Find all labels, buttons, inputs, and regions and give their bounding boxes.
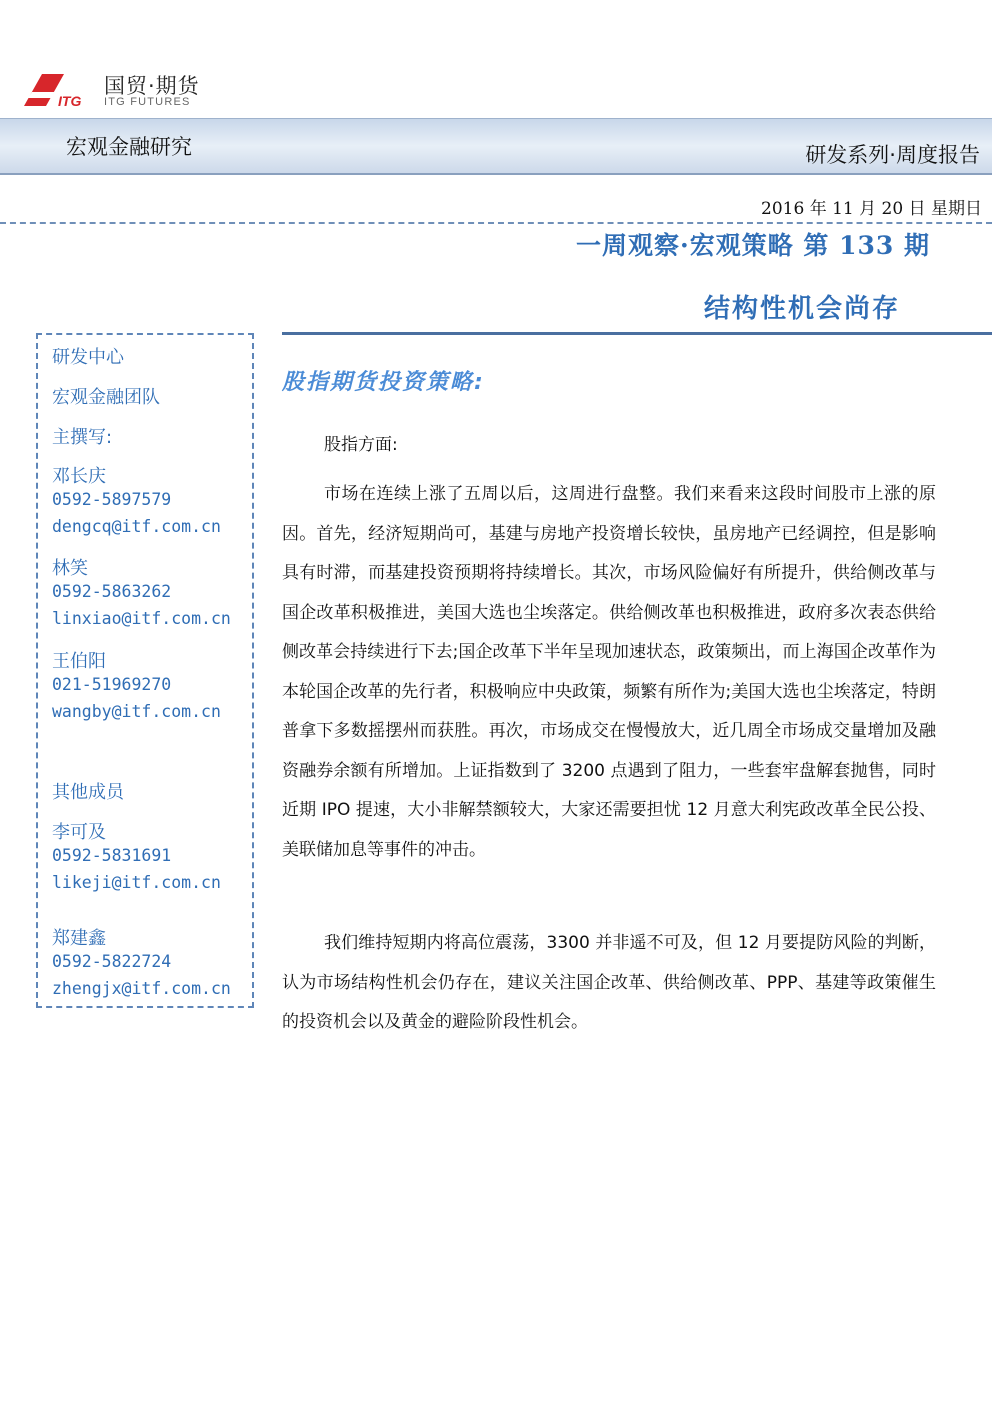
dashed-divider xyxy=(0,222,992,224)
sidebar-authors-label: 主撰写: xyxy=(52,427,113,448)
author-name: 王伯阳 xyxy=(52,651,106,672)
contact-sidebar xyxy=(36,333,254,1008)
sidebar-others-label: 其他成员 xyxy=(52,782,124,803)
sidebar-team: 宏观金融团队 xyxy=(52,387,160,408)
logo-name-cn: 国贸·期货 xyxy=(104,74,200,98)
author-email[interactable]: wangby@itf.com.cn xyxy=(52,702,221,721)
member-phone: 0592-5822724 xyxy=(52,952,172,971)
sidebar-center: 研发中心 xyxy=(52,347,124,368)
company-logo xyxy=(20,70,220,112)
itg-logo-mark-icon xyxy=(20,72,94,108)
author-phone: 0592-5897579 xyxy=(52,490,172,509)
member-email[interactable]: likeji@itf.com.cn xyxy=(52,873,221,892)
body-paragraph: 市场在连续上涨了五周以后，这周进行盘整。我们来看来这段时间股市上涨的原因。首先，经济短期尚可，基建与房地产投资增长较快，虽房地产已经调控，但是影响具有时滞，而基建投资预期将持续增长。其次，市场风险偏好有所提升，供给侧改革与国企改革积极推进，美国大选也尘埃落定。供给侧改革也积极推进，政府多次表态供给侧改革会持续进行下去;国企改革下半年呈现加速状态，政策频出，而上海国企改革作为本轮国企改革的先行者，积极响应中央政策，频繁有所作为;美国大选也尘埃落定，特朗普拿下多数摇摆州而获胜。再次，市场成交在慢慢放大，近几周全市场成交量增加及融资融券余额有所增加。上证指数到了 3200 点遇到了阻力，一些套牢盘解套抛售，同时近期 IPO 提速，大小非解禁额较大，大家还需要担忧 12 月意大利宪政改革全民公投、美联储加息等事件的冲击。 xyxy=(282,484,936,860)
member-name: 李可及 xyxy=(52,822,106,843)
member-name: 郑建鑫 xyxy=(52,928,106,949)
author-phone: 0592-5863262 xyxy=(52,582,172,601)
logo-name-en: ITG FUTURES xyxy=(104,96,191,108)
strategy-heading: 股指期货投资策略: xyxy=(282,370,485,395)
main-divider xyxy=(282,332,992,335)
report-date: 2016 年 11 月 20 日 星期日 xyxy=(761,199,982,219)
body-paragraph: 我们维持短期内将高位震荡，3300 并非遥不可及，但 12 月要提防风险的判断，认为市场结构性机会仍存在，建议关注国企改革、供给侧改革、PPP、基建等政策催生的投资机会以及黄金的避险阶段性机会。 xyxy=(282,933,936,1032)
member-email[interactable]: zhengjx@itf.com.cn xyxy=(52,979,231,998)
author-email[interactable]: dengcq@itf.com.cn xyxy=(52,517,221,536)
author-phone: 021-51969270 xyxy=(52,675,172,694)
weekly-issue-title: 一周观察·宏观策略 第 133 期 xyxy=(575,231,930,260)
report-headline: 结构性机会尚存 xyxy=(703,294,900,324)
author-name: 邓长庆 xyxy=(52,466,106,487)
author-name: 林笑 xyxy=(52,558,88,579)
subheading: 股指方面: xyxy=(324,435,398,455)
series-title: 研发系列·周度报告 xyxy=(805,143,980,167)
header-band xyxy=(0,118,992,175)
member-phone: 0592-5831691 xyxy=(52,846,172,865)
author-email[interactable]: linxiao@itf.com.cn xyxy=(52,609,231,628)
section-title: 宏观金融研究 xyxy=(66,135,192,159)
svg-text:ITG: ITG xyxy=(58,93,82,108)
